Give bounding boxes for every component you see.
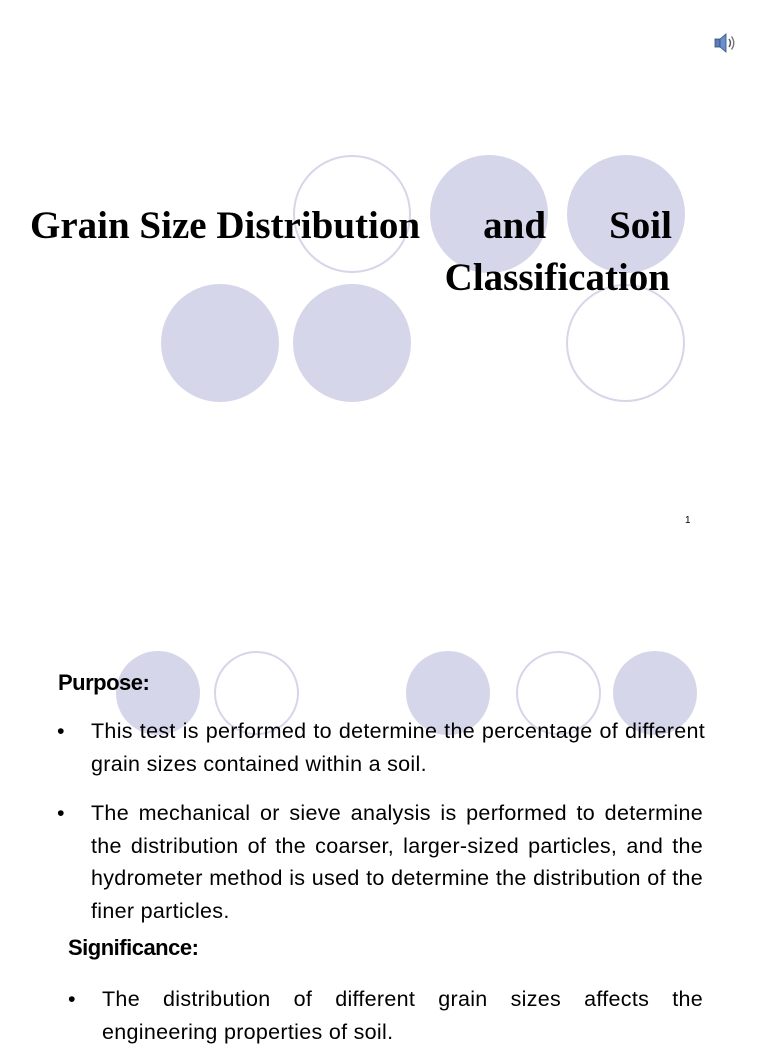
bullet-text: The mechanical or sieve analysis is performed to determine the distribution of the coarser, larger-sized particles, and the hydrometer method is used to determine the distribution of the finer particles. bbox=[91, 801, 703, 923]
bullet-dot: • bbox=[57, 801, 65, 825]
slide-number: 1 bbox=[685, 515, 691, 526]
slide-title bbox=[30, 200, 672, 304]
purpose-bullet bbox=[57, 797, 703, 927]
bullet-text: This test is performed to determine the percentage of different grain sizes contained within a soil. bbox=[91, 719, 705, 776]
purpose-bullet bbox=[57, 715, 705, 780]
significance-heading: Significance: bbox=[68, 935, 199, 960]
bullet-text: The distribution of different grain sizes affects the engineering properties of soil. bbox=[102, 987, 703, 1044]
title-line-2: Classification bbox=[444, 256, 670, 299]
bullet-dot: • bbox=[68, 987, 76, 1011]
significance-bullet bbox=[68, 983, 703, 1048]
title-word: Grain Size Distribution bbox=[30, 204, 421, 247]
purpose-heading: Purpose: bbox=[58, 670, 150, 695]
title-word: Soil bbox=[609, 204, 672, 247]
speaker-icon[interactable] bbox=[713, 32, 737, 54]
title-word: and bbox=[483, 204, 547, 247]
bullet-dot: • bbox=[57, 719, 65, 743]
